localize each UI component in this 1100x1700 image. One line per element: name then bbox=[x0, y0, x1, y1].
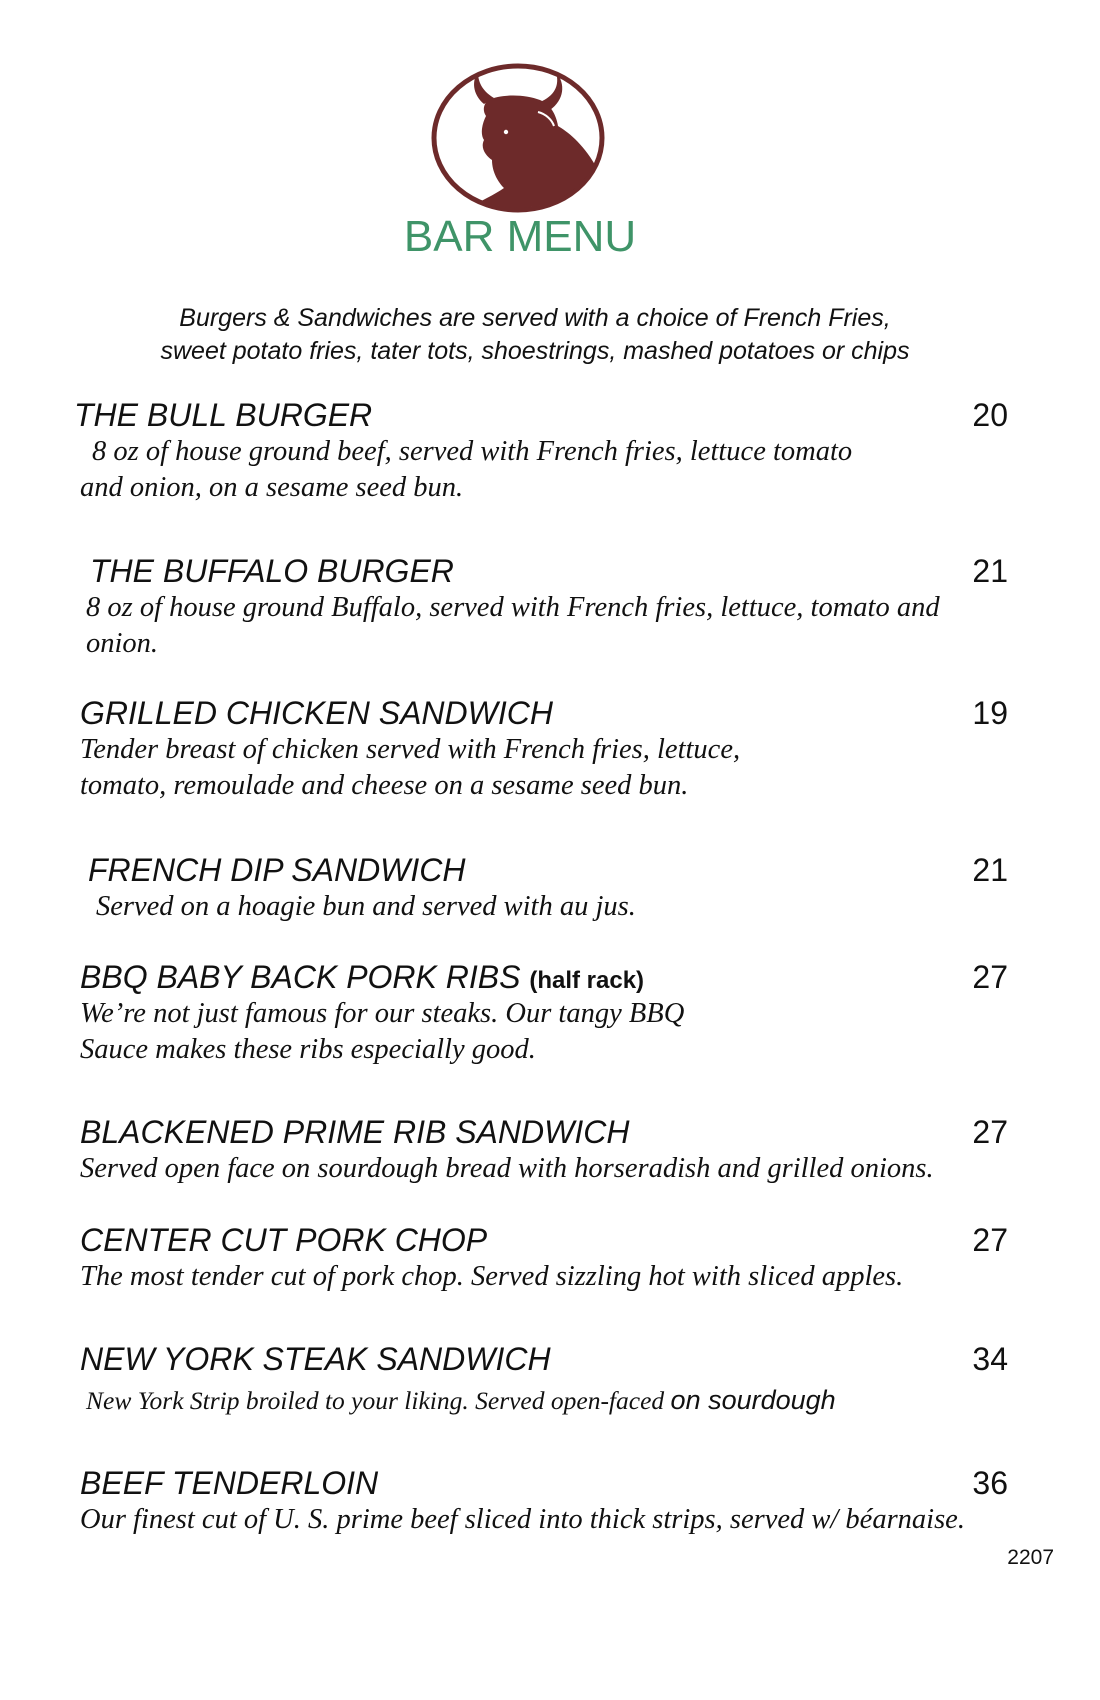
item-price: 21 bbox=[972, 553, 1008, 589]
intro-line: sweet potato fries, tater tots, shoestrings, mashed potatoes or chips bbox=[160, 337, 910, 365]
intro-line: Burgers & Sandwiches are served with a choice of French Fries, bbox=[179, 304, 891, 332]
description-line: tomato, remoulade and cheese on a sesame seed bun. bbox=[80, 770, 689, 801]
item-name: THE BUFFALO BURGER bbox=[90, 553, 454, 589]
description-line: Served open face on sourdough bread with horseradish and grilled onions. bbox=[80, 1153, 934, 1184]
description-tail: on sourdough bbox=[670, 1385, 836, 1415]
item-name: BLACKENED PRIME RIB SANDWICH bbox=[80, 1114, 630, 1150]
description-line: Our finest cut of U. S. prime beef sliced into thick strips, served w/ béarnaise. bbox=[80, 1504, 965, 1535]
description-line: The most tender cut of pork chop. Served sizzling hot with sliced apples. bbox=[80, 1261, 904, 1292]
item-description bbox=[96, 889, 636, 925]
description-line: onion. bbox=[86, 628, 159, 659]
item-price: 19 bbox=[972, 695, 1008, 731]
item-description bbox=[86, 590, 940, 662]
item-price: 27 bbox=[972, 1114, 1008, 1150]
item-price: 21 bbox=[972, 852, 1008, 888]
item-name: THE BULL BURGER bbox=[74, 397, 373, 433]
document-code: 2207 bbox=[1007, 1546, 1054, 1569]
item-price: 36 bbox=[972, 1465, 1008, 1501]
item-description bbox=[80, 996, 684, 1068]
description-line: and onion, on a sesame seed bun. bbox=[80, 472, 464, 503]
item-description bbox=[80, 1259, 903, 1295]
item-description bbox=[80, 434, 852, 506]
item-name: NEW YORK STEAK SANDWICH bbox=[80, 1341, 551, 1377]
item-description bbox=[86, 1382, 836, 1419]
item-name: CENTER CUT PORK CHOP bbox=[80, 1222, 488, 1258]
description-line: We’re not just famous for our steaks. Our tangy BBQ bbox=[80, 998, 685, 1029]
description-line: New York Strip broiled to your liking. Served open-faced bbox=[86, 1386, 665, 1415]
description-line: 8 oz of house ground Buffalo, served with French fries, lettuce, tomato and bbox=[86, 592, 940, 623]
intro-text bbox=[60, 302, 1010, 368]
item-portion-note: (half rack) bbox=[529, 967, 645, 994]
item-name: BEEF TENDERLOIN bbox=[80, 1465, 379, 1501]
item-name-text: BBQ BABY BACK PORK RIBS bbox=[80, 959, 521, 995]
bull-head-icon bbox=[428, 60, 608, 216]
item-description bbox=[80, 1502, 965, 1538]
item-name bbox=[80, 958, 644, 1000]
item-price: 34 bbox=[972, 1341, 1008, 1377]
item-description bbox=[80, 1151, 934, 1187]
menu-title: BAR MENU bbox=[403, 212, 637, 261]
description-line: Tender breast of chicken served with French fries, lettuce, bbox=[80, 734, 741, 765]
item-price: 27 bbox=[972, 959, 1008, 995]
description-line: Sauce makes these ribs especially good. bbox=[80, 1034, 536, 1065]
item-name: FRENCH DIP SANDWICH bbox=[88, 852, 466, 888]
item-price: 27 bbox=[972, 1222, 1008, 1258]
description-line: 8 oz of house ground beef, served with French fries, lettuce tomato bbox=[92, 436, 853, 467]
item-name: GRILLED CHICKEN SANDWICH bbox=[80, 695, 553, 731]
item-price: 20 bbox=[972, 397, 1008, 433]
item-description bbox=[80, 732, 740, 804]
description-line: Served on a hoagie bun and served with au jus. bbox=[96, 891, 636, 922]
